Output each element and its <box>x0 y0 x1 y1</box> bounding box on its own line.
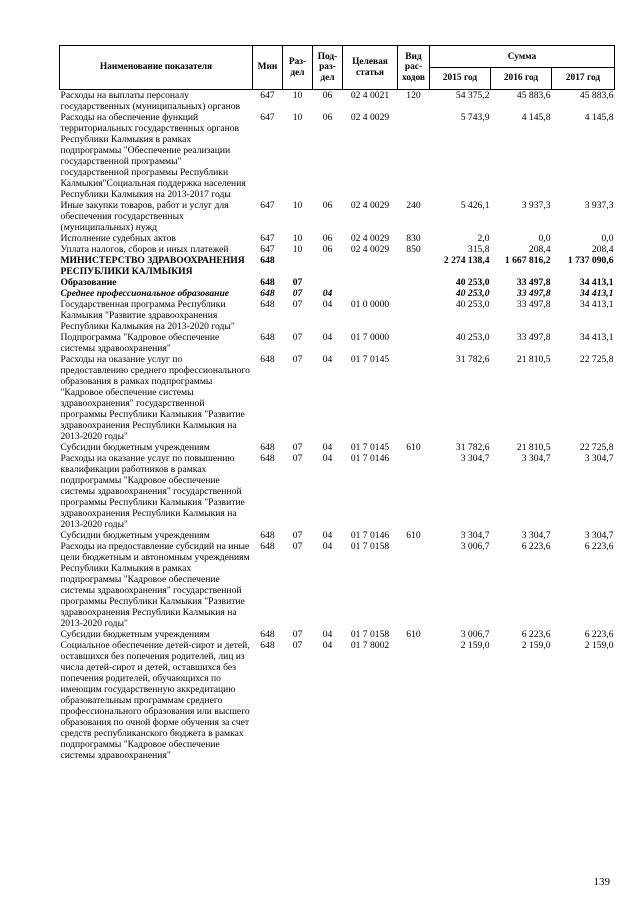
cell-target: 01 0 0000 <box>350 299 390 310</box>
cell-vid <box>398 541 430 629</box>
cell-y2015: 2,0 <box>477 233 490 244</box>
cell-y2017: 34 413,1 <box>579 299 614 310</box>
cell-razdel: 10 <box>292 233 303 244</box>
cell-razdel: 07 <box>292 354 303 365</box>
cell-y2015: 31 782,6 <box>455 354 490 365</box>
cell-razdel: 07 <box>292 640 303 651</box>
cell-y2015: 40 253,0 <box>455 299 490 310</box>
cell-podrazdel: 04 <box>322 442 333 453</box>
cell-y2015: 3 006,7 <box>460 541 490 552</box>
cell-vid <box>398 112 430 200</box>
cell-razdel: 10 <box>292 200 303 211</box>
table-row <box>60 541 615 629</box>
cell-podrazdel: 06 <box>322 90 333 101</box>
cell-podrazdel: 06 <box>322 244 333 255</box>
cell-target: 01 7 0145 <box>350 354 390 365</box>
cell-min: 648 <box>260 332 275 343</box>
cell-y2015: 2 274 138,4 <box>443 255 490 266</box>
table-row <box>60 244 615 255</box>
cell-y2015: 5 426,1 <box>460 200 490 211</box>
cell-podrazdel: 04 <box>322 640 333 651</box>
cell-razdel: 07 <box>292 299 303 310</box>
cell-vid <box>398 277 430 288</box>
header-podrazdel: Под-раз-дел <box>313 46 343 90</box>
cell-target: 01 7 8002 <box>350 640 390 651</box>
cell-y2015: 40 253,0 <box>455 277 490 288</box>
cell-target: 01 7 0000 <box>350 332 390 343</box>
cell-vid: 610 <box>406 530 421 541</box>
cell-y2016: 2 159,0 <box>521 640 551 651</box>
cell-y2015: 5 743,9 <box>460 112 490 123</box>
cell-min: 648 <box>260 453 275 464</box>
cell-min: 648 <box>260 354 275 365</box>
cell-y2017: 1 737 090,6 <box>567 255 614 266</box>
cell-min: 648 <box>260 442 275 453</box>
cell-min: 647 <box>260 244 275 255</box>
cell-target: 02 4 0021 <box>350 90 390 101</box>
cell-name: Исполнение судебных актов <box>60 233 176 244</box>
cell-vid: 610 <box>406 442 421 453</box>
cell-y2017: 3 937,3 <box>584 200 614 211</box>
table-row <box>60 629 615 640</box>
cell-razdel: 07 <box>292 541 303 552</box>
cell-y2015: 3 304,7 <box>460 530 490 541</box>
table-row <box>60 442 615 453</box>
cell-razdel: 07 <box>292 442 303 453</box>
cell-podrazdel: 04 <box>322 629 333 640</box>
table-row <box>60 288 615 299</box>
cell-vid: 850 <box>406 244 421 255</box>
cell-podrazdel <box>313 277 343 288</box>
cell-min: 648 <box>260 288 275 299</box>
cell-target <box>343 288 398 299</box>
cell-y2017: 34 413,1 <box>579 288 614 299</box>
table-body <box>60 90 615 762</box>
cell-y2016: 6 223,6 <box>521 629 551 640</box>
cell-vid: 830 <box>406 233 421 244</box>
table-row <box>60 640 615 761</box>
cell-y2017: 22 725,8 <box>579 354 614 365</box>
header-2017: 2017 год <box>552 68 615 90</box>
cell-podrazdel: 04 <box>322 453 333 464</box>
cell-podrazdel: 04 <box>322 541 333 552</box>
cell-min: 648 <box>260 629 275 640</box>
budget-table <box>59 45 615 761</box>
table-row <box>60 112 615 200</box>
cell-podrazdel: 06 <box>322 112 333 123</box>
cell-name: Подпрограмма "Кадровое обеспечение системы здравоохранения" <box>60 332 220 354</box>
cell-name: Государственная программа Республики Калмыкия "Развитие здравоохранения Республики Калмыкия на 2013-2020 годы" <box>60 299 235 332</box>
cell-target <box>343 255 398 277</box>
cell-y2015: 31 782,6 <box>455 442 490 453</box>
table-row <box>60 200 615 233</box>
cell-y2016: 6 223,6 <box>521 541 551 552</box>
cell-min: 648 <box>260 255 275 266</box>
cell-y2016: 33 497,8 <box>516 277 551 288</box>
header-min: Мин <box>253 46 283 90</box>
cell-y2017: 6 223,6 <box>584 541 614 552</box>
cell-y2017: 4 145,8 <box>584 112 614 123</box>
cell-y2015: 2 159,0 <box>460 640 490 651</box>
header-2016: 2016 год <box>491 68 552 90</box>
cell-target: 01 7 0158 <box>350 629 390 640</box>
cell-razdel <box>283 255 313 277</box>
cell-target: 02 4 0029 <box>350 244 390 255</box>
cell-vid <box>398 453 430 530</box>
cell-podrazdel: 04 <box>322 530 333 541</box>
cell-podrazdel: 04 <box>322 299 333 310</box>
cell-razdel: 07 <box>292 277 303 288</box>
cell-target: 02 4 0029 <box>350 112 390 123</box>
cell-vid <box>398 354 430 442</box>
cell-y2016: 33 497,8 <box>516 288 551 299</box>
table-row <box>60 277 615 288</box>
table-row <box>60 332 615 354</box>
cell-podrazdel: 04 <box>322 288 333 299</box>
cell-vid <box>398 288 430 299</box>
cell-vid: 240 <box>406 200 421 211</box>
header-target: Целевая статья <box>343 46 398 90</box>
header-2015: 2015 год <box>430 68 491 90</box>
cell-name: Расходы на выплаты персоналу государственных (муниципальных) органов <box>60 90 241 112</box>
cell-name: Среднее профессиональное образование <box>60 288 230 299</box>
cell-razdel: 07 <box>292 530 303 541</box>
cell-podrazdel: 04 <box>322 332 333 343</box>
cell-y2016: 33 497,8 <box>516 299 551 310</box>
cell-razdel: 10 <box>292 112 303 123</box>
cell-target: 01 7 0146 <box>350 530 390 541</box>
cell-target: 01 7 0158 <box>350 541 390 552</box>
cell-y2016: 45 883,6 <box>516 90 551 101</box>
cell-y2016: 0,0 <box>538 233 551 244</box>
cell-y2017: 3 304,7 <box>584 530 614 541</box>
cell-min: 648 <box>260 541 275 552</box>
cell-name: Иные закупки товаров, работ и услуг для обеспечения государственных (муниципальных) нужд <box>60 200 229 233</box>
header-sum: Сумма <box>430 46 615 68</box>
cell-min: 647 <box>260 112 275 123</box>
cell-razdel: 07 <box>292 332 303 343</box>
cell-y2016: 1 667 816,2 <box>504 255 551 266</box>
cell-min: 648 <box>260 277 275 288</box>
cell-name: Уплата налогов, сборов и иных платежей <box>60 244 229 255</box>
cell-y2016: 4 145,8 <box>521 112 551 123</box>
cell-y2016: 21 810,5 <box>516 442 551 453</box>
cell-name: Субсидии бюджетным учреждениям <box>60 629 210 640</box>
table-row <box>60 255 615 277</box>
cell-min: 647 <box>260 90 275 101</box>
cell-min: 648 <box>260 299 275 310</box>
cell-razdel: 07 <box>292 453 303 464</box>
cell-target: 01 7 0146 <box>350 453 390 464</box>
cell-min: 647 <box>260 200 275 211</box>
cell-name: Образование <box>60 277 117 288</box>
cell-name: Расходы на обеспечение функций территориальных государственных органов Республики Калмыкия в рамках подпрограммы "Обеспечение реализации государственной программы" государственной программы Республики Калмыкия"Социальная поддержка населения Республики Калмыкия на 2013-2017 годы <box>60 112 246 200</box>
cell-y2016: 208,4 <box>528 244 551 255</box>
cell-y2015: 3 006,7 <box>460 629 490 640</box>
cell-min: 648 <box>260 640 275 651</box>
table-row <box>60 233 615 244</box>
cell-name: Социальное обеспечение детей-сирот и детей, оставшихся без попечения родителей, лиц из числа детей-сирот и детей, оставшихся без попечения родителей, обучающихся по имеющим государственную аккредитацию образовательным программам среднего профессионального образования или высшего образования по очной форме обучения за счет средств республиканского бюджета в рамках подпрограммы "Кадровое обеспечение системы здравоохранения" <box>60 640 250 761</box>
cell-min: 648 <box>260 530 275 541</box>
cell-target: 02 4 0029 <box>350 233 390 244</box>
cell-name: Субсидии бюджетным учреждениям <box>60 442 210 453</box>
cell-y2017: 0,0 <box>601 233 614 244</box>
cell-y2017: 208,4 <box>591 244 614 255</box>
table-row <box>60 530 615 541</box>
header-name: Наименование показателя <box>60 46 253 90</box>
cell-y2015: 40 253,0 <box>455 288 490 299</box>
cell-razdel: 10 <box>292 244 303 255</box>
cell-y2016: 21 810,5 <box>516 354 551 365</box>
cell-name: Расходы на оказание услуг по повышению квалификации работников в рамках подпрограммы "Кадровое обеспечение системы здравоохранения" государственной программы Республики Калмыкия "Развитие здравоохранения Республики Калмыкия на 2013-2020 годы" <box>60 453 245 530</box>
cell-y2017: 2 159,0 <box>584 640 614 651</box>
cell-y2016: 33 497,8 <box>516 332 551 343</box>
table-header <box>60 46 615 90</box>
cell-y2017: 34 413,1 <box>579 277 614 288</box>
table-row <box>60 299 615 332</box>
page-number: 139 <box>593 876 610 888</box>
cell-razdel: 10 <box>292 90 303 101</box>
cell-y2016: 3 937,3 <box>521 200 551 211</box>
cell-podrazdel: 06 <box>322 233 333 244</box>
cell-vid: 120 <box>406 90 421 101</box>
cell-name: МИНИСТЕРСТВО ЗДРАВООХРАНЕНИЯ РЕСПУБЛИКИ КАЛМЫКИЯ <box>60 255 245 277</box>
cell-vid <box>398 299 430 332</box>
cell-vid: 610 <box>406 629 421 640</box>
cell-y2016: 3 304,7 <box>521 530 551 541</box>
cell-name: Расходы на оказание услуг по предоставлению среднего профессионального образования в рамках подпрограммы "Кадровое обеспечение системы здравоохранения" государственной программы Республики Калмыкия "Развитие здравоохранения Республики Калмыкия на 2013-2020 годы" <box>60 354 250 442</box>
cell-vid <box>398 255 430 277</box>
cell-vid <box>398 640 430 761</box>
table-row <box>60 354 615 442</box>
cell-y2017: 45 883,6 <box>579 90 614 101</box>
cell-y2016: 3 304,7 <box>521 453 551 464</box>
cell-target: 02 4 0029 <box>350 200 390 211</box>
table-row <box>60 90 615 113</box>
header-vid: Вид рас-ходов <box>398 46 430 90</box>
cell-target <box>343 277 398 288</box>
cell-y2015: 54 375,2 <box>455 90 490 101</box>
cell-y2017: 34 413,1 <box>579 332 614 343</box>
cell-podrazdel <box>313 255 343 277</box>
cell-name: Субсидии бюджетным учреждениям <box>60 530 210 541</box>
cell-razdel: 07 <box>292 629 303 640</box>
cell-y2017: 6 223,6 <box>584 629 614 640</box>
cell-name: Расходы на предоставление субсидий на иные цели бюджетным и автономным учреждениям Республики Калмыкия в рамках подпрограммы "Кадровое обеспечение системы здравоохранения" государственной программы Республики Калмыкия "Развитие здравоохранения Республики Калмыкия на 2013-2020 годы" <box>60 541 250 629</box>
cell-min: 647 <box>260 233 275 244</box>
cell-target: 01 7 0145 <box>350 442 390 453</box>
cell-razdel: 07 <box>292 288 303 299</box>
cell-y2015: 40 253,0 <box>455 332 490 343</box>
table-row <box>60 453 615 530</box>
cell-y2017: 22 725,8 <box>579 442 614 453</box>
cell-y2015: 315,8 <box>467 244 490 255</box>
cell-vid <box>398 332 430 354</box>
cell-y2015: 3 304,7 <box>460 453 490 464</box>
header-razdel: Раз-дел <box>283 46 313 90</box>
cell-podrazdel: 04 <box>322 354 333 365</box>
cell-podrazdel: 06 <box>322 200 333 211</box>
cell-y2017: 3 304,7 <box>584 453 614 464</box>
